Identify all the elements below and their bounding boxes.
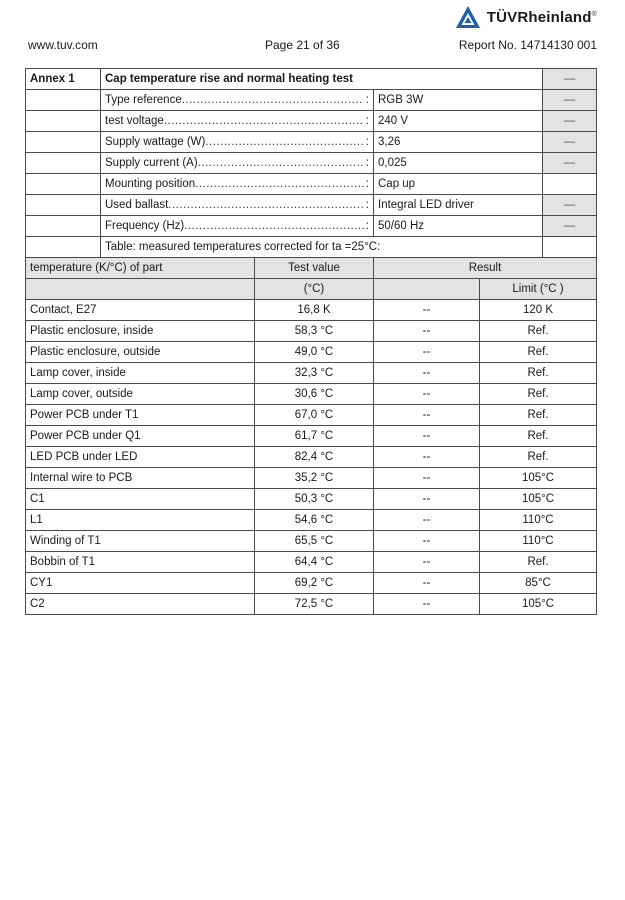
column-subheader-row xyxy=(26,279,597,300)
spec-label-text: Mounting position xyxy=(105,178,196,190)
result-value: -- xyxy=(374,468,480,489)
page-number: Page 21 of 36 xyxy=(265,38,340,52)
spec-empty-cell xyxy=(26,174,101,195)
spec-verdict: — xyxy=(543,153,597,174)
result-value: -- xyxy=(374,489,480,510)
colon: : xyxy=(365,136,369,148)
spec-value: 240 V xyxy=(374,111,543,132)
spec-label-cell xyxy=(101,174,374,195)
test-value: 64,4 °C xyxy=(255,552,374,573)
result-value: -- xyxy=(374,363,480,384)
test-value: 50,3 °C xyxy=(255,489,374,510)
triangle-logo-icon xyxy=(455,5,481,29)
spec-label-cell xyxy=(101,153,374,174)
spec-label xyxy=(105,178,369,190)
table-row xyxy=(26,342,597,363)
spec-empty-cell xyxy=(26,132,101,153)
spec-label xyxy=(105,157,369,169)
result-value: -- xyxy=(374,531,480,552)
limit-value: 85°C xyxy=(480,573,597,594)
spec-empty-cell xyxy=(26,90,101,111)
part-name: Plastic enclosure, inside xyxy=(26,321,255,342)
part-name: C1 xyxy=(26,489,255,510)
spec-label-cell xyxy=(101,132,374,153)
spec-label xyxy=(105,94,369,106)
limit-value: Ref. xyxy=(480,321,597,342)
page-header xyxy=(28,0,597,60)
part-name: CY1 xyxy=(26,573,255,594)
spec-verdict: — xyxy=(543,195,597,216)
limit-value: 105°C xyxy=(480,468,597,489)
result-value: -- xyxy=(374,552,480,573)
report-number: Report No. 14714130 001 xyxy=(458,38,597,52)
part-name: Winding of T1 xyxy=(26,531,255,552)
test-value: 49,0 °C xyxy=(255,342,374,363)
leader-dots xyxy=(198,157,364,169)
result-value: -- xyxy=(374,384,480,405)
part-name: Lamp cover, outside xyxy=(26,384,255,405)
test-value: 67,0 °C xyxy=(255,405,374,426)
colon: : xyxy=(365,220,369,232)
leader-dots xyxy=(195,178,364,190)
table-row xyxy=(26,321,597,342)
spec-empty-cell xyxy=(26,111,101,132)
spec-row xyxy=(26,111,597,132)
tuv-logo xyxy=(455,4,597,30)
table-row xyxy=(26,594,597,615)
test-value: 65,5 °C xyxy=(255,531,374,552)
table-row xyxy=(26,531,597,552)
logo-wordmark: TÜVRheinland® xyxy=(486,8,597,26)
spec-row xyxy=(26,195,597,216)
table-row xyxy=(26,384,597,405)
leader-dots xyxy=(205,136,363,148)
part-name: Power PCB under T1 xyxy=(26,405,255,426)
part-name: Contact, E27 xyxy=(26,300,255,321)
note-end-cell xyxy=(543,237,597,258)
table-row xyxy=(26,300,597,321)
leader-dots xyxy=(184,220,364,232)
limit-value: Ref. xyxy=(480,447,597,468)
spec-row xyxy=(26,174,597,195)
spec-row xyxy=(26,90,597,111)
spec-verdict xyxy=(543,174,597,195)
spec-label xyxy=(105,115,369,127)
part-name: L1 xyxy=(26,510,255,531)
spec-row xyxy=(26,153,597,174)
limit-value: Ref. xyxy=(480,384,597,405)
spec-label-cell xyxy=(101,90,374,111)
spec-label-text: Supply current (A) xyxy=(105,157,198,169)
spec-value: 0,025 xyxy=(374,153,543,174)
part-name: LED PCB under LED xyxy=(26,447,255,468)
result-value: -- xyxy=(374,447,480,468)
spec-label-text: Used ballast xyxy=(105,199,169,211)
col-header-result: Result xyxy=(374,258,597,279)
part-name: Power PCB under Q1 xyxy=(26,426,255,447)
spec-label-text: Type reference xyxy=(105,94,182,106)
table-row xyxy=(26,447,597,468)
spec-verdict: — xyxy=(543,111,597,132)
limit-value: 120 K xyxy=(480,300,597,321)
limit-value: 105°C xyxy=(480,594,597,615)
spec-label-text: Frequency (Hz) xyxy=(105,220,185,232)
colon: : xyxy=(365,94,369,106)
limit-value: Ref. xyxy=(480,552,597,573)
temperature-test-table xyxy=(25,68,597,615)
leader-dots xyxy=(168,199,364,211)
result-value: -- xyxy=(374,405,480,426)
spec-label-text: test voltage xyxy=(105,115,164,127)
spec-empty-cell xyxy=(26,216,101,237)
spec-row xyxy=(26,132,597,153)
annex-title: Cap temperature rise and normal heating test xyxy=(101,69,543,90)
part-name: C2 xyxy=(26,594,255,615)
test-value: 54,6 °C xyxy=(255,510,374,531)
annex-title-row xyxy=(26,69,597,90)
table-row xyxy=(26,363,597,384)
subheader-result-empty xyxy=(374,279,480,300)
spec-value: 50/60 Hz xyxy=(374,216,543,237)
part-name: Bobbin of T1 xyxy=(26,552,255,573)
table-note-row xyxy=(26,237,597,258)
table-note: Table: measured temperatures corrected for ta =25°C: xyxy=(101,237,543,258)
limit-value: 105°C xyxy=(480,489,597,510)
spec-label xyxy=(105,199,369,211)
table-row xyxy=(26,405,597,426)
table-row xyxy=(26,552,597,573)
test-value: 69,2 °C xyxy=(255,573,374,594)
note-empty-cell xyxy=(26,237,101,258)
result-value: -- xyxy=(374,573,480,594)
leader-dots xyxy=(182,94,364,106)
colon: : xyxy=(365,115,369,127)
annex-label: Annex 1 xyxy=(26,69,101,90)
limit-value: 110°C xyxy=(480,510,597,531)
spec-verdict: — xyxy=(543,132,597,153)
test-value: 72,5 °C xyxy=(255,594,374,615)
table-row xyxy=(26,468,597,489)
result-value: -- xyxy=(374,594,480,615)
spec-label-cell xyxy=(101,195,374,216)
limit-value: Ref. xyxy=(480,342,597,363)
limit-value: Ref. xyxy=(480,363,597,384)
limit-value: Ref. xyxy=(480,405,597,426)
test-value: 35,2 °C xyxy=(255,468,374,489)
table-row xyxy=(26,426,597,447)
spec-label-cell xyxy=(101,111,374,132)
limit-value: Ref. xyxy=(480,426,597,447)
test-value: 61,7 °C xyxy=(255,426,374,447)
website-link[interactable]: www.tuv.com xyxy=(28,38,98,52)
result-value: -- xyxy=(374,300,480,321)
spec-label xyxy=(105,220,369,232)
spec-value: Integral LED driver xyxy=(374,195,543,216)
colon: : xyxy=(365,157,369,169)
column-header-row xyxy=(26,258,597,279)
part-name: Plastic enclosure, outside xyxy=(26,342,255,363)
spec-row xyxy=(26,216,597,237)
leader-dots xyxy=(164,115,364,127)
spec-label-cell xyxy=(101,216,374,237)
test-value: 82,4 °C xyxy=(255,447,374,468)
col-header-limit: Limit (°C ) xyxy=(480,279,597,300)
colon: : xyxy=(365,199,369,211)
test-value: 16,8 K xyxy=(255,300,374,321)
part-name: Lamp cover, inside xyxy=(26,363,255,384)
table-row xyxy=(26,489,597,510)
spec-label-text: Supply wattage (W) xyxy=(105,136,206,148)
col-header-test-value: Test value xyxy=(255,258,374,279)
spec-empty-cell xyxy=(26,153,101,174)
col-header-part: temperature (K/°C) of part xyxy=(26,258,255,279)
spec-value: 3,26 xyxy=(374,132,543,153)
result-value: -- xyxy=(374,510,480,531)
test-value: 30,6 °C xyxy=(255,384,374,405)
test-value: 58,3 °C xyxy=(255,321,374,342)
test-value: 32,3 °C xyxy=(255,363,374,384)
result-value: -- xyxy=(374,426,480,447)
part-name: Internal wire to PCB xyxy=(26,468,255,489)
spec-verdict: — xyxy=(543,90,597,111)
table-row xyxy=(26,510,597,531)
spec-label xyxy=(105,136,369,148)
result-value: -- xyxy=(374,342,480,363)
subheader-empty xyxy=(26,279,255,300)
result-value: -- xyxy=(374,321,480,342)
colon: : xyxy=(365,178,369,190)
limit-value: 110°C xyxy=(480,531,597,552)
spec-value: Cap up xyxy=(374,174,543,195)
spec-value: RGB 3W xyxy=(374,90,543,111)
table-row xyxy=(26,573,597,594)
spec-empty-cell xyxy=(26,195,101,216)
annex-verdict: — xyxy=(543,69,597,90)
spec-verdict: — xyxy=(543,216,597,237)
col-header-unit: (°C) xyxy=(255,279,374,300)
